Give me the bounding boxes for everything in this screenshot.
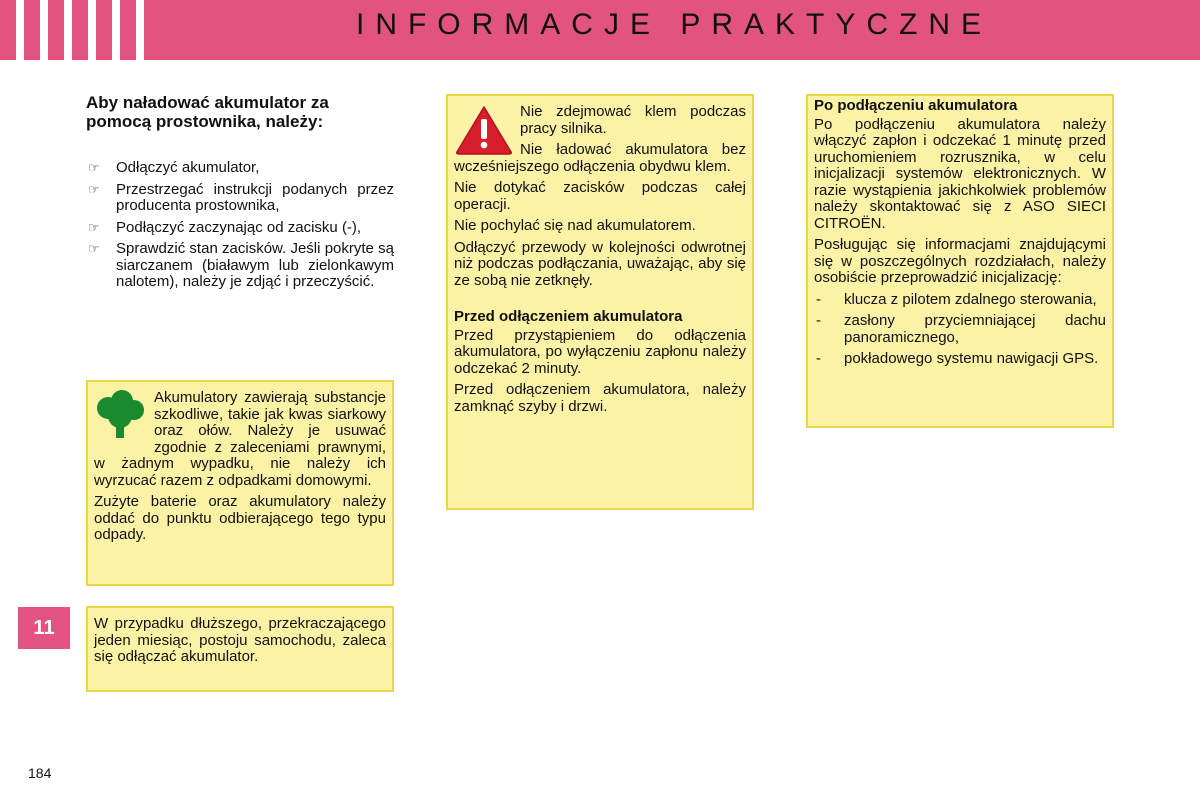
section-title-before-disconnect: Przed odłączeniem akumulatora xyxy=(454,308,683,325)
list-item: ☞ Odłączyć akumulator, xyxy=(88,159,260,176)
pointing-finger-icon: ☞ xyxy=(88,241,100,256)
pointing-finger-icon: ☞ xyxy=(88,160,100,175)
list-item: - pokładowego systemu nawigacji GPS. xyxy=(816,350,1099,367)
page-number: 184 xyxy=(28,765,52,781)
eco-text-1: Akumulatory zawierają substancje szkodliwe, takie jak kwas siarkowy oraz ołów. Należy je usuwać zgodnie z zaleceniami prawnymi, w żadnym wypadku, nie należy ich wyrzucać razem z odpadkami domowymi. xyxy=(94,389,386,489)
storage-tip-box xyxy=(86,606,394,692)
page-title: INFORMACJE PRAKTYCZNE xyxy=(355,8,993,41)
chapter-tab: 11 xyxy=(18,607,70,649)
pointing-finger-icon: ☞ xyxy=(88,181,100,197)
tip-text: W przypadku dłuższego, przekraczającego jeden miesiąc, postoju samochodu, zaleca się odłączać akumulator. xyxy=(94,615,386,665)
eco-notice-box xyxy=(86,380,394,586)
howto-title: Aby naładować akumulator za pomocą prostownika, należy: xyxy=(86,93,329,131)
pointing-finger-icon: ☞ xyxy=(88,219,100,235)
header-stripes xyxy=(0,0,148,60)
after-connect-text-2: Posługując się informacjami znajdującymi się w poszczególnych rozdziałach, należy osobiście przeprowadzić inicjalizację: xyxy=(814,236,1106,286)
warning-text-1: Nie zdejmować klem podczas pracy silnika. xyxy=(520,103,746,137)
warning-text-4: Nie pochylać się nad akumulatorem. xyxy=(454,217,696,234)
warning-triangle-icon xyxy=(454,104,514,156)
tree-icon xyxy=(92,390,148,440)
section-title-after-connect: Po podłączeniu akumulatora xyxy=(814,97,1018,114)
list-item: ☞ Sprawdzić stan zacisków. Jeśli pokryte są siarczanem (białawym lub zielonkawym nalotem), należy je zdjąć i przeczyścić. xyxy=(88,240,394,290)
list-item: - zasłony przyciemniającej dachu panoramicznego, xyxy=(816,312,1106,346)
warning-box xyxy=(446,94,754,510)
list-item: ☞ Przestrzegać instrukcji podanych przez producenta prostownika, xyxy=(88,180,394,214)
list-item: ☞ Podłączyć zaczynając od zacisku (-), xyxy=(88,218,362,236)
warning-text-3: Nie dotykać zacisków podczas całej operacji. xyxy=(454,179,746,213)
eco-text-2: Zużyte baterie oraz akumulatory należy oddać do punktu odbierającego tego typu odpady. xyxy=(94,493,386,543)
warning-text-5: Odłączyć przewody w kolejności odwrotnej niż podczas podłączania, uważając, aby się ze sobą nie zetknęły. xyxy=(454,238,746,289)
after-connect-box xyxy=(806,94,1114,428)
after-connect-text-1: Po podłączeniu akumulatora należy włączyć zapłon i odczekać 1 minutę przed uruchomieniem rozrusznika, w celu inicjalizacji systemów elektronicznych. W razie wystąpienia jakichkolwiek problemów należy skontaktować się z ASO SIECI CITROËN. xyxy=(814,115,1106,232)
before-disconnect-text-2: Przed odłączeniem akumulatora, należy zamknąć szyby i drzwi. xyxy=(454,381,746,415)
howto-steps xyxy=(86,160,394,296)
warning-text-2: Nie ładować akumulatora bez wcześniejszego odłączenia obydwu klem. xyxy=(454,141,746,175)
before-disconnect-text-1: Przed przystąpieniem do odłączenia akumulatora, po wyłączeniu zapłonu należy odczekać 2 minuty. xyxy=(454,326,746,377)
list-item: - klucza z pilotem zdalnego sterowania, xyxy=(816,290,1097,308)
